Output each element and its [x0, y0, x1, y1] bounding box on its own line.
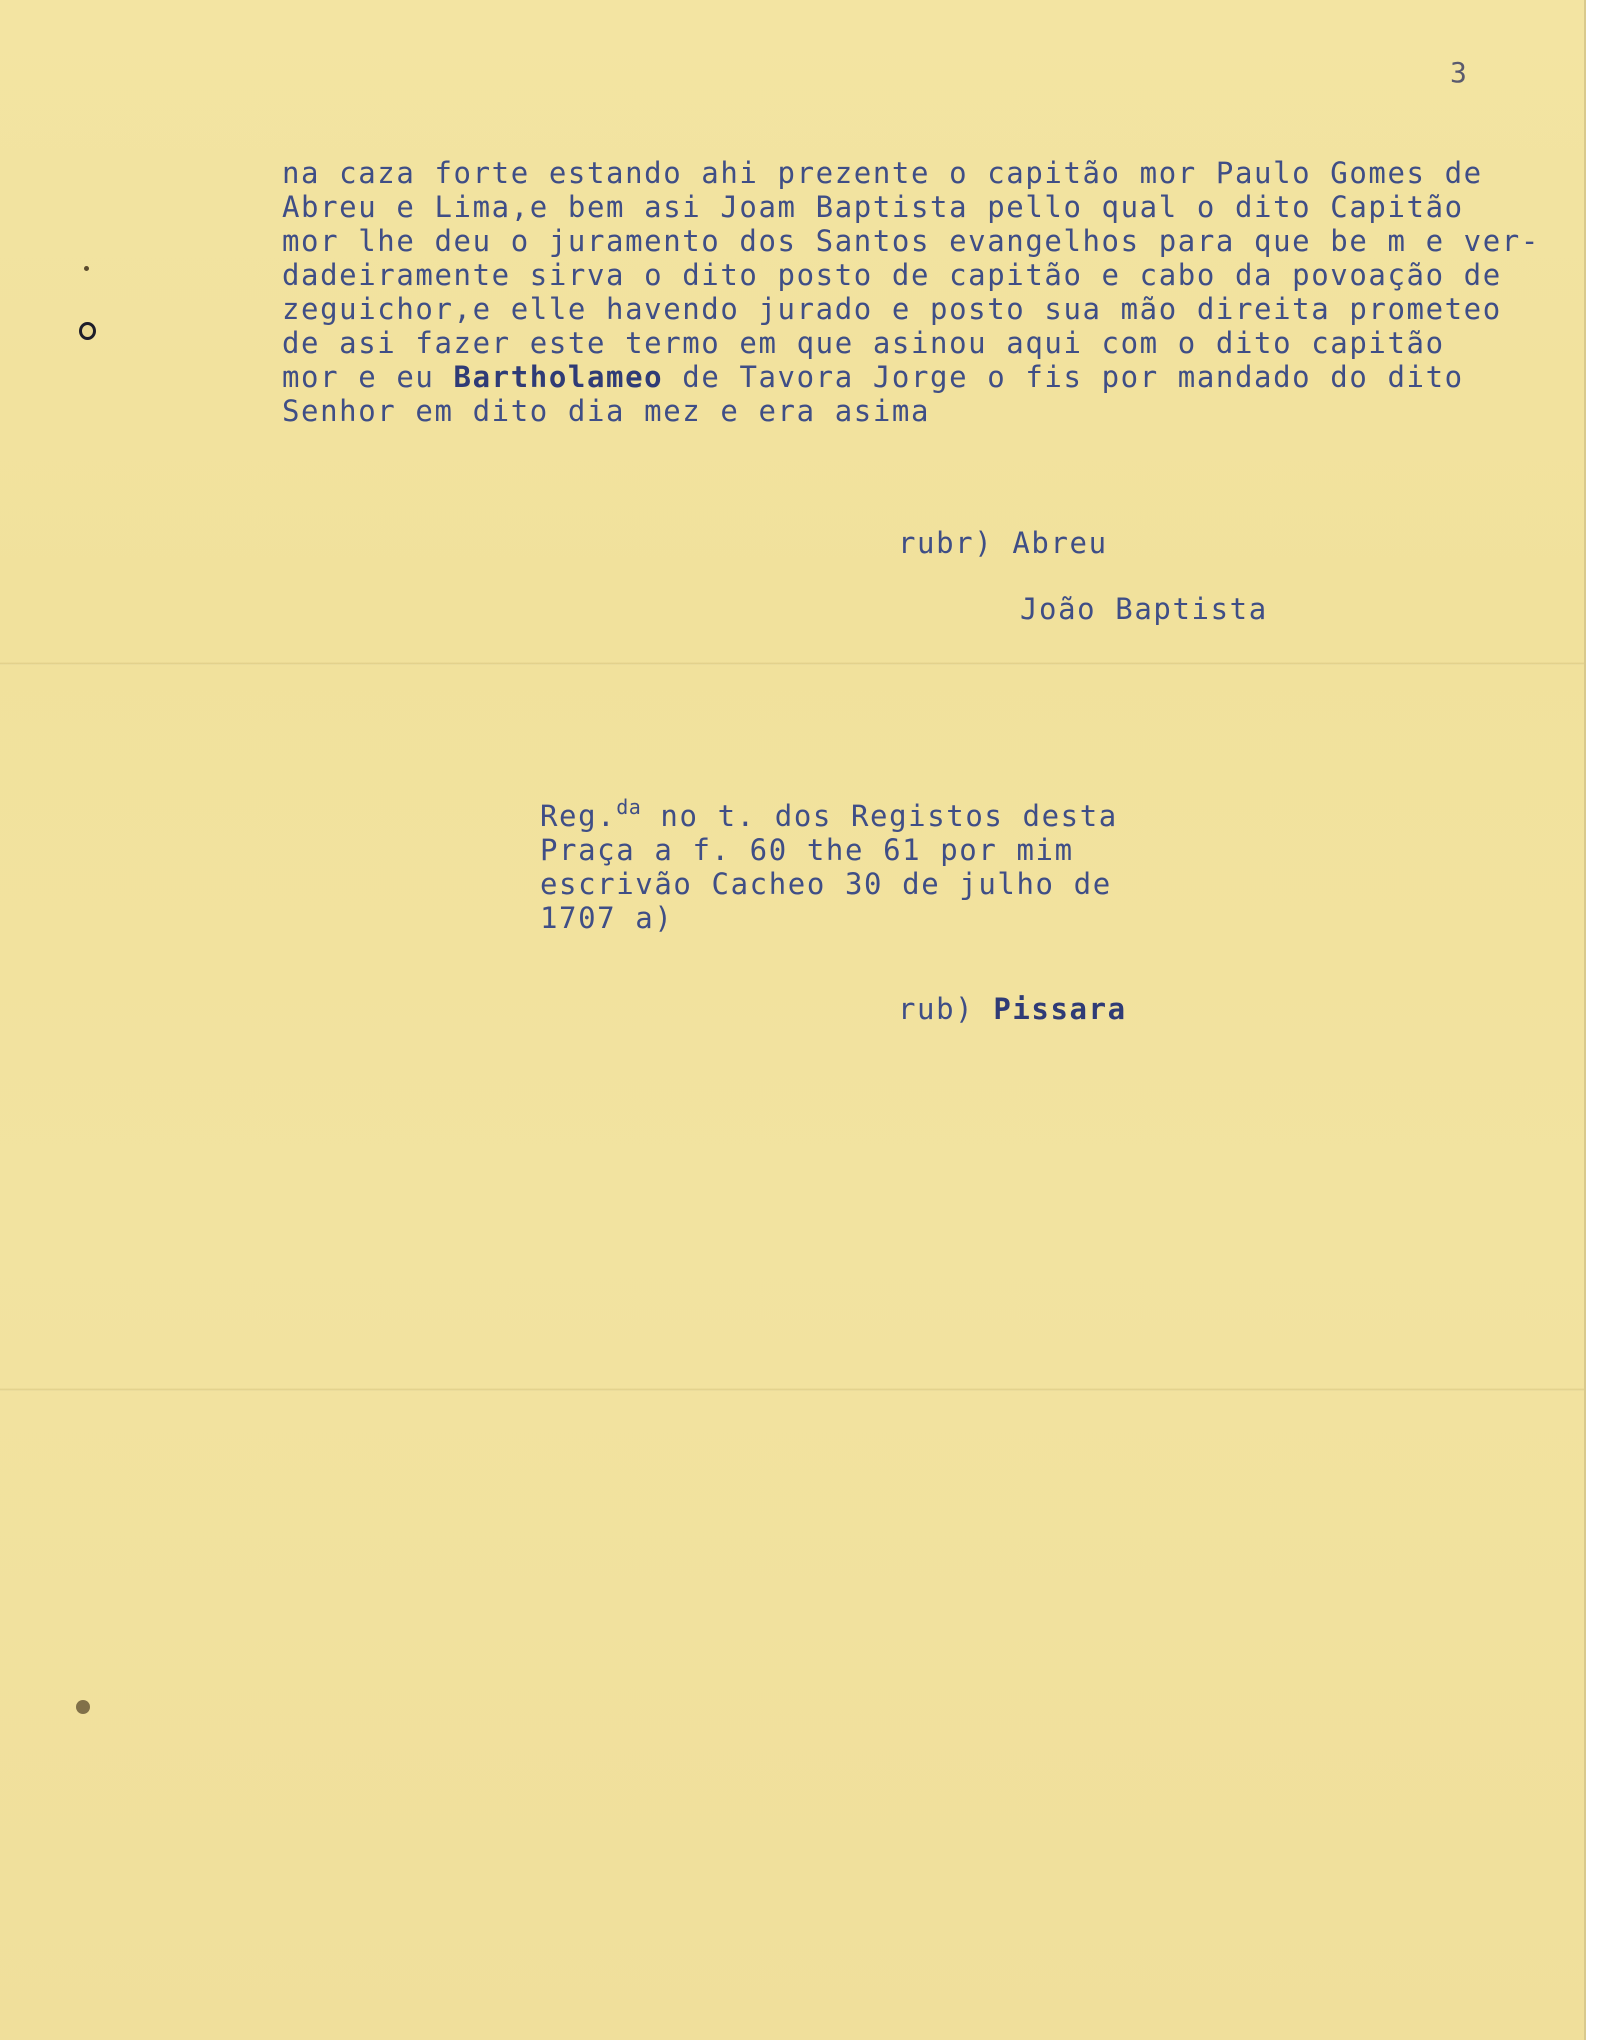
signature-joao-baptista: João Baptista	[1020, 592, 1268, 626]
body-line: Senhor em dito dia mez e era asima	[282, 394, 931, 428]
stain-spot	[76, 1700, 90, 1714]
signature-final-name: Pissara	[993, 992, 1127, 1026]
signature-abreu: rubr) Abreu	[898, 526, 1108, 560]
body-line: na caza forte estando ahi prezente o capitão mor Paulo Gomes de	[282, 156, 1483, 190]
body-line: de asi fazer este termo em que asinou aqui com o dito capitão	[282, 326, 1445, 360]
registration-superscript: da	[616, 795, 642, 819]
overtyped-name: Bartholameo	[453, 360, 664, 394]
signature-final-label: rub)	[898, 992, 994, 1026]
paper-fold-upper	[0, 662, 1584, 665]
registration-abbrev: Reg.	[540, 799, 617, 833]
body-line: dadeiramente sirva o dito posto de capitão e cabo da povoação de	[282, 258, 1502, 292]
body-line	[282, 360, 1562, 394]
registration-line	[540, 790, 1118, 833]
registration-line: 1707 a)	[540, 901, 674, 935]
signature-final	[898, 992, 1127, 1026]
paper-fold-lower	[0, 1388, 1584, 1391]
body-line: mor lhe deu o juramento dos Santos evangelhos para que be m e ver-	[282, 224, 1540, 258]
body-line-suffix: de Tavora Jorge o fis por mandado do dito	[663, 360, 1464, 394]
registration-note	[540, 790, 1118, 935]
registration-line: escrivão Cacheo 30 de julho de	[540, 867, 1112, 901]
page-number: 3	[1450, 56, 1469, 89]
body-line: zeguichor,e elle havendo jurado e posto sua mão direita prometeo	[282, 292, 1502, 326]
registration-line: Praça a f. 60 the 61 por mim	[540, 833, 1074, 867]
body-line-prefix: mor e eu	[282, 360, 454, 394]
document-body-text	[282, 156, 1562, 428]
body-line: Abreu e Lima,e bem asi Joam Baptista pello qual o dito Capitão	[282, 190, 1464, 224]
registration-line-rest: no t. dos Registos desta	[641, 799, 1118, 833]
punch-hole-mark	[79, 322, 96, 340]
ink-speck	[84, 266, 89, 271]
